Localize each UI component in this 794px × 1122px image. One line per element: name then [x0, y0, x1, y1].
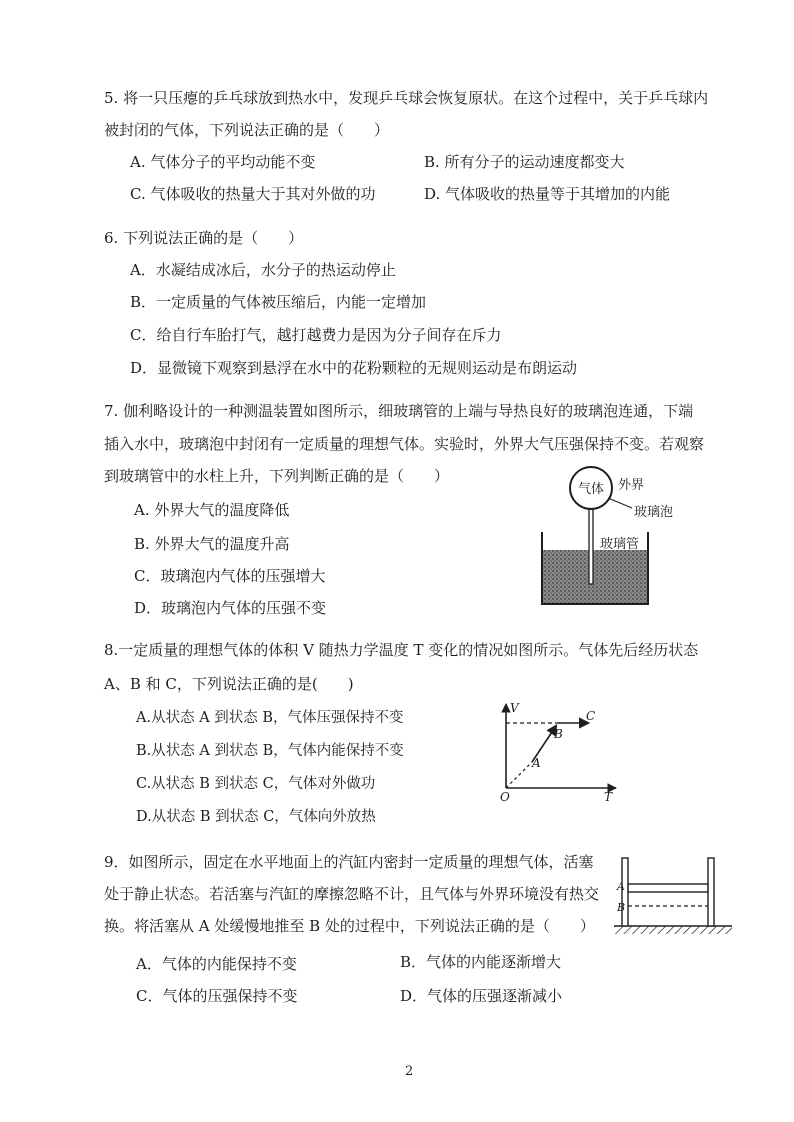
glass-tube	[589, 506, 593, 584]
q8-option-c: C.从状态 B 到状态 C，气体对外做功	[136, 776, 376, 792]
q5-option-b: B. 所有分子的运动速度都变大	[424, 153, 625, 171]
q6-option-d: D．显微镜下观察到悬浮在水中的花粉颗粒的无规则运动是布朗运动	[130, 359, 578, 377]
q9-option-c: C．气体的压强保持不变	[136, 987, 298, 1005]
bulb-leader-line	[608, 498, 632, 508]
point-c-label: C	[586, 709, 596, 723]
t-axis-label: T	[604, 790, 613, 804]
q7-stem-line3: 到玻璃管中的水柱上升，下列判断正确的是（ ）	[104, 467, 450, 485]
galileo-thermometer-figure	[536, 462, 708, 612]
q9-option-d: D．气体的压强逐渐减小	[400, 987, 563, 1005]
q9-stem-line1: 9．如图所示，固定在水平地面上的汽缸内密封一定质量的理想气体，活塞	[104, 853, 594, 871]
tube-label: 玻璃管	[600, 537, 640, 552]
q5-stem-line1: 5. 将一只压瘪的乒乓球放到热水中，发现乒乓球会恢复原状。在这个过程中，关于乒乓球内	[104, 89, 709, 107]
q6-option-a: A．水凝结成冰后，水分子的热运动停止	[130, 261, 396, 279]
q5-stem-line2: 被封闭的气体，下列说法正确的是（ ）	[104, 121, 390, 139]
origin-label: O	[500, 790, 510, 804]
q7-stem-line1: 7. 伽利略设计的一种测温装置如图所示，细玻璃管的上端与导热良好的玻璃泡连通，下端	[104, 402, 694, 420]
label-a: A	[617, 880, 625, 893]
q9-stem-line2: 处于静止状态。若活塞与汽缸的摩擦忽略不计，且气体与外界环境没有热交	[104, 885, 600, 903]
q9-stem-line3: 换。将活塞从 A 处缓慢地推至 B 处的过程中，下列说法正确的是（ ）	[104, 917, 595, 935]
volume-temperature-graph	[494, 700, 624, 804]
q6-option-b: B．一定质量的气体被压缩后，内能一定增加	[130, 293, 427, 311]
q7-option-a: A. 外界大气的温度降低	[134, 501, 290, 519]
q5-option-d: D. 气体吸收的热量等于其增加的内能	[424, 185, 671, 203]
origin-extension-line	[506, 762, 532, 788]
ground-hatching	[614, 926, 732, 934]
label-b: B	[617, 901, 626, 914]
q8-option-d: D.从状态 B 到状态 C，气体向外放热	[136, 809, 376, 825]
gas-label: 气体	[577, 482, 605, 497]
q5-option-a: A. 气体分子的平均动能不变	[130, 153, 316, 171]
piston	[628, 884, 708, 892]
q9-option-b: B．气体的内能逐渐增大	[400, 953, 562, 971]
point-b-label: B	[554, 727, 563, 741]
q8-stem-line1: 8.一定质量的理想气体的体积 V 随热力学温度 T 变化的情况如图所示。气体先后经历状态	[104, 641, 699, 659]
q6-option-c: C．给自行车胎打气，越打越费力是因为分子间存在斥力	[130, 326, 502, 344]
water-body	[542, 550, 648, 604]
v-axis-label: V	[510, 701, 519, 715]
cylinder-right-wall	[708, 858, 714, 926]
q7-stem-line2: 插入水中，玻璃泡中封闭有一定质量的理想气体。实验时，外界大气压强保持不变。若观察	[104, 435, 705, 453]
q7-option-c: C．玻璃泡内气体的压强增大	[134, 567, 326, 585]
outside-label: 外界	[618, 478, 645, 493]
q6-stem: 6. 下列说法正确的是（ ）	[104, 229, 304, 247]
q8-option-b: B.从状态 A 到状态 B，气体内能保持不变	[136, 743, 404, 759]
cylinder-piston-figure	[612, 852, 736, 938]
q7-option-b: B. 外界大气的温度升高	[134, 535, 290, 553]
page-number: 2	[405, 1064, 414, 1079]
point-a-label: A	[532, 756, 541, 770]
q8-option-a: A.从状态 A 到状态 B，气体压强保持不变	[136, 710, 404, 726]
q5-option-c: C. 气体吸收的热量大于其对外做的功	[130, 185, 376, 203]
bulb-label: 玻璃泡	[634, 505, 674, 520]
q9-option-a: A．气体的内能保持不变	[136, 955, 297, 973]
q7-option-d: D．玻璃泡内气体的压强不变	[134, 599, 327, 617]
q8-stem-line2: A、B 和 C，下列说法正确的是( )	[104, 675, 354, 693]
